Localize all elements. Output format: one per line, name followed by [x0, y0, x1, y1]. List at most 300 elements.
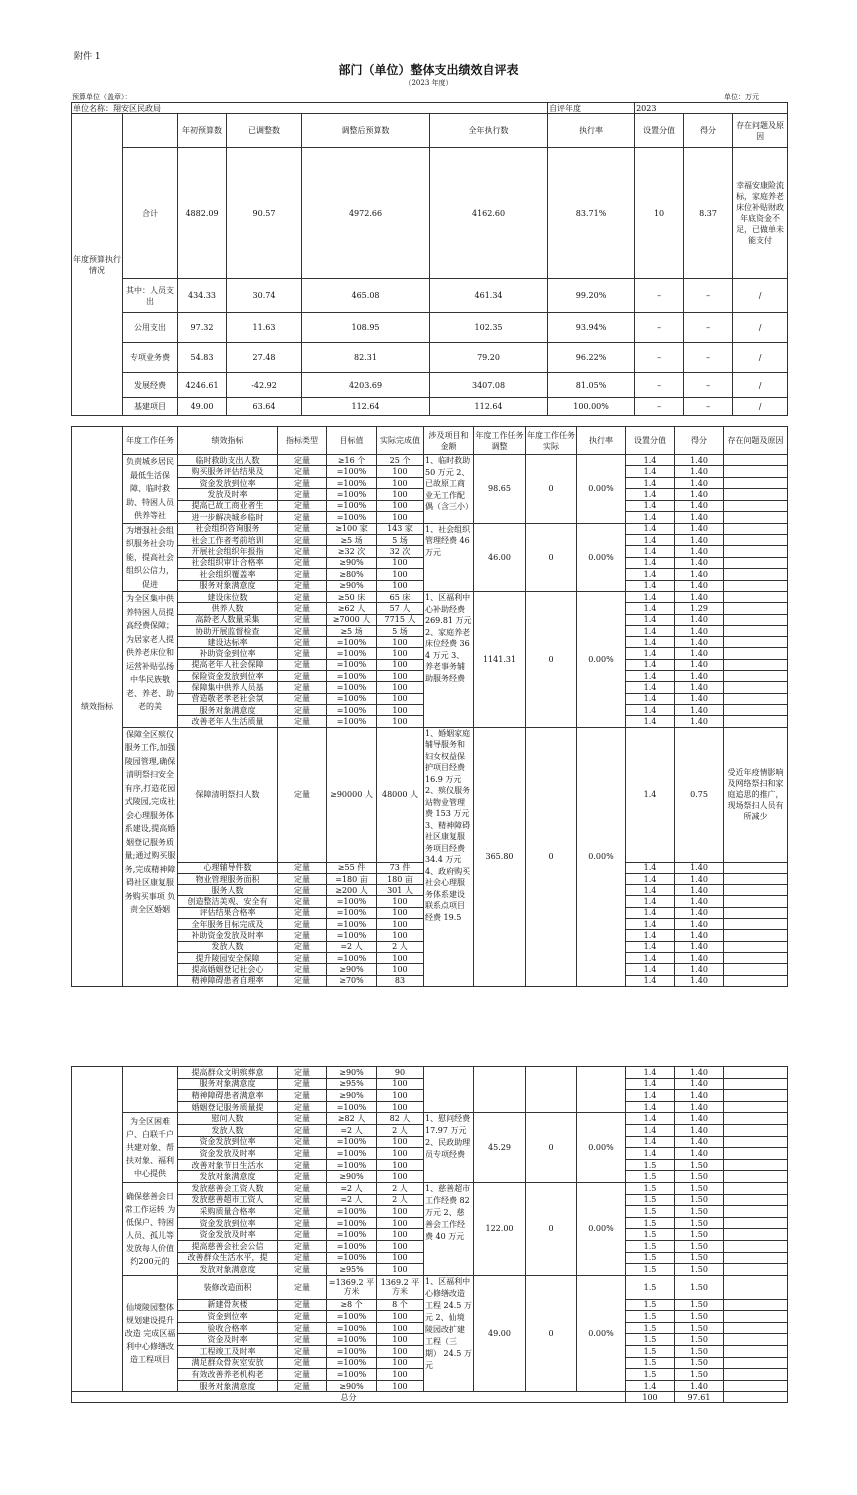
problem-reason [724, 1380, 788, 1392]
actual-value: 100 [377, 1090, 424, 1102]
problem-reason [724, 671, 788, 682]
problem-reason [724, 941, 788, 952]
actual-value: 100 [377, 512, 424, 523]
problem-reason [724, 466, 788, 477]
indicator-name: 建设床位数 [178, 592, 278, 603]
target-value: ≥90% [327, 964, 377, 975]
perf-header: 涉及项目和金额 [424, 427, 474, 455]
score-set: 1.4 [626, 1380, 675, 1392]
perf-header: 年度工作任务调整 [474, 427, 526, 455]
budget-value: 465.08 [302, 279, 430, 313]
budget-value: 112.64 [430, 398, 548, 416]
score-set: 1.5 [626, 1194, 675, 1206]
target-value: =100% [327, 896, 377, 907]
actual-value: 100 [377, 1206, 424, 1218]
score-set: 1.4 [626, 1148, 675, 1160]
score-set: 1.4 [626, 648, 675, 659]
indicator-name: 发放人数 [178, 1124, 278, 1136]
indicator-name: 服务对象满意度 [178, 704, 278, 715]
problem-reason [724, 907, 788, 918]
indicator-type: 定量 [278, 1252, 327, 1264]
indicator-name: 保障集中供养人员基 [178, 682, 278, 693]
indicator-type: 定量 [278, 569, 327, 580]
indicator-name: 协助开展监督检查 [178, 625, 278, 636]
problem-reason [724, 1136, 788, 1148]
score-set: 1.4 [626, 659, 675, 670]
actual-value: 100 [377, 637, 424, 648]
indicator-name: 营造敬老孝老社会氛 [178, 693, 278, 704]
target-value: ≥16 个 [327, 455, 377, 466]
target-value: =100% [327, 930, 377, 941]
target-value: =100% [327, 1206, 377, 1218]
indicator-name: 提高已故工商业者生 [178, 500, 278, 511]
execution-rate: 0.00% [577, 592, 626, 728]
indicator-type: 定量 [278, 682, 327, 693]
score-got: 1.40 [675, 1090, 724, 1102]
score-got: 1.40 [675, 952, 724, 963]
indicator-row [72, 1182, 788, 1194]
perf-header: 年度工作任务实际 [526, 427, 577, 455]
task-actual: 0 [526, 455, 577, 524]
score-set: 1.5 [626, 1311, 675, 1323]
score-set: 1.5 [626, 1171, 675, 1183]
score-set: 1.4 [626, 862, 675, 873]
target-value: =100% [327, 648, 377, 659]
actual-value: 100 [377, 952, 424, 963]
problem-reason [724, 1101, 788, 1113]
perf-header: 指标类型 [278, 427, 327, 455]
task-cell: 为全区集中供养特困人员提高经费保障；为居家老人提供养老床位和运营补贴弘扬中华民族敬老、养老、助老的美 [123, 592, 178, 728]
score-set: 1.4 [626, 557, 675, 568]
task-actual: 0 [526, 1113, 577, 1183]
problem-reason [724, 477, 788, 488]
indicator-name: 提高慈善会社会公信 [178, 1240, 278, 1252]
score-got: 1.50 [675, 1322, 724, 1334]
indicator-type: 定量 [278, 873, 327, 884]
score-got: 1.40 [675, 569, 724, 580]
target-value: ≥8 个 [327, 1299, 377, 1311]
actual-value: 2 人 [377, 1182, 424, 1194]
problem-reason [724, 1182, 788, 1194]
score-set: 1.5 [626, 1275, 675, 1299]
score-got: 1.50 [675, 1275, 724, 1299]
score-got: 1.50 [675, 1264, 724, 1276]
target-value: ≥82 人 [327, 1113, 377, 1125]
perf-section-label: 绩效指标 [72, 427, 123, 987]
actual-value: 1369.2 平方米 [377, 1275, 424, 1299]
score-got: 1.40 [675, 1124, 724, 1136]
actual-value: 100 [377, 569, 424, 580]
actual-value: 90 [377, 1067, 424, 1079]
score-set: 1.4 [626, 930, 675, 941]
indicator-type: 定量 [278, 693, 327, 704]
problem-reason [724, 693, 788, 704]
problem-reason [724, 1159, 788, 1171]
budget-value: 90.57 [227, 148, 302, 279]
budget-value: / [733, 343, 788, 373]
indicator-type: 定量 [278, 1182, 327, 1194]
budget-value: / [733, 279, 788, 313]
target-value: =100% [327, 659, 377, 670]
task-cell: 确保慈善会日常工作运转 为低保户、特困人员、孤儿等发放每人价值约200元的 [123, 1182, 178, 1275]
actual-value: 5 场 [377, 625, 424, 636]
problem-reason [724, 1322, 788, 1334]
target-value: ≥90% [327, 1171, 377, 1183]
target-value: ≥32 次 [327, 546, 377, 557]
problem-reason [724, 546, 788, 557]
project-amount [424, 1067, 474, 1113]
score-got: 1.50 [675, 1252, 724, 1264]
target-value: ≥90% [327, 1380, 377, 1392]
budget-value: – [684, 398, 733, 416]
indicator-type: 定量 [278, 1380, 327, 1392]
indicator-name: 慰问人数 [178, 1113, 278, 1125]
indicator-name: 物业管理服务面积 [178, 873, 278, 884]
execution-rate: 0.00% [577, 727, 626, 986]
perf-header: 目标值 [327, 427, 377, 455]
actual-value: 100 [377, 1217, 424, 1229]
actual-value: 83 [377, 975, 424, 986]
score-got: 1.50 [675, 1206, 724, 1218]
problem-reason [724, 885, 788, 896]
score-got: 1.40 [675, 941, 724, 952]
problem-reason [724, 512, 788, 523]
score-set: 1.4 [626, 466, 675, 477]
problem-reason [724, 569, 788, 580]
indicator-type: 定量 [278, 1311, 327, 1323]
indicator-type: 定量 [278, 648, 327, 659]
actual-value: 100 [377, 1240, 424, 1252]
indicator-name: 改善对象节日生活水 [178, 1159, 278, 1171]
score-set: 1.4 [626, 546, 675, 557]
budget-header: 执行率 [548, 114, 635, 148]
indicator-row [72, 592, 788, 603]
problem-reason [724, 1217, 788, 1229]
budget-value: 11.63 [227, 313, 302, 343]
actual-value: 100 [377, 1322, 424, 1334]
indicator-type: 定量 [278, 592, 327, 603]
target-value: =100% [327, 1346, 377, 1358]
budget-section-label: 年度预算执行情况 [72, 114, 123, 416]
project-amount: 1、区福利中心修缮改造工程 24.5 万元 2、仙境陵园改扩建工程（三期） 24.5 万元 [424, 1275, 474, 1392]
problem-reason [724, 1369, 788, 1381]
actual-value: 100 [377, 930, 424, 941]
score-got: 1.40 [675, 1078, 724, 1090]
indicator-type: 定量 [278, 546, 327, 557]
score-got: 1.40 [675, 477, 724, 488]
score-set: 1.5 [626, 1299, 675, 1311]
actual-value: 2 人 [377, 1194, 424, 1206]
score-got: 1.40 [675, 523, 724, 534]
indicator-type: 定量 [278, 1078, 327, 1090]
execution-rate: 0.00% [577, 1275, 626, 1392]
perf-header: 实际完成值 [377, 427, 424, 455]
budget-row-label: 公用支出 [123, 313, 178, 343]
actual-value: 32 次 [377, 546, 424, 557]
actual-value: 100 [377, 1136, 424, 1148]
perf-header-row [72, 427, 788, 455]
indicator-name: 提高老年人社会保障 [178, 659, 278, 670]
target-value: =100% [327, 671, 377, 682]
indicator-type: 定量 [278, 1264, 327, 1276]
score-got: 1.40 [675, 975, 724, 986]
indicator-type: 定量 [278, 885, 327, 896]
execution-rate: 0.00% [577, 1182, 626, 1275]
score-got: 1.40 [675, 873, 724, 884]
actual-value: 100 [377, 500, 424, 511]
indicator-type: 定量 [278, 1067, 327, 1079]
actual-value: 5 场 [377, 534, 424, 545]
budget-value: 82.31 [302, 343, 430, 373]
indicator-name: 发放人数 [178, 941, 278, 952]
score-set: 1.5 [626, 1206, 675, 1218]
score-got: 1.40 [675, 964, 724, 975]
indicator-type: 定量 [278, 1124, 327, 1136]
indicator-name: 提高群众文明殡葬意 [178, 1067, 278, 1079]
budget-header: 年初预算数 [178, 114, 227, 148]
target-value: =100% [327, 500, 377, 511]
actual-value: 100 [377, 1252, 424, 1264]
score-got: 1.50 [675, 1334, 724, 1346]
score-set: 1.5 [626, 1182, 675, 1194]
indicator-type: 定量 [278, 1275, 327, 1299]
score-set: 1.4 [626, 716, 675, 727]
indicator-name: 购买服务评估结果及 [178, 466, 278, 477]
target-value: =100% [327, 952, 377, 963]
perf-section-spacer [72, 1067, 123, 1392]
score-set: 1.4 [626, 975, 675, 986]
actual-value: 100 [377, 682, 424, 693]
target-value: =100% [327, 1136, 377, 1148]
budget-header: 得分 [684, 114, 733, 148]
indicator-name: 全年服务目标完成及 [178, 919, 278, 930]
indicator-type: 定量 [278, 489, 327, 500]
budget-value: – [684, 373, 733, 398]
indicator-type: 定量 [278, 1299, 327, 1311]
score-got: 1.40 [675, 625, 724, 636]
score-set: 1.4 [626, 523, 675, 534]
task-actual: 0 [526, 592, 577, 728]
actual-value: 100 [377, 919, 424, 930]
budget-header: 存在问题及原因 [733, 114, 788, 148]
actual-value: 100 [377, 557, 424, 568]
actual-value: 65 床 [377, 592, 424, 603]
target-value: =100% [327, 1101, 377, 1113]
total-label: 总分 [72, 1392, 626, 1403]
task-adjust: 122.00 [474, 1182, 526, 1275]
indicator-type: 定量 [278, 614, 327, 625]
unit-info-row [72, 103, 788, 114]
budget-value: 102.35 [430, 313, 548, 343]
budget-value: 96.22% [548, 343, 635, 373]
score-got: 1.50 [675, 1182, 724, 1194]
target-value: =100% [327, 489, 377, 500]
target-value: ≥200 人 [327, 885, 377, 896]
indicator-type: 定量 [278, 1113, 327, 1125]
problem-reason [724, 592, 788, 603]
score-got: 1.40 [675, 648, 724, 659]
score-set: 1.5 [626, 1322, 675, 1334]
score-got: 1.40 [675, 1148, 724, 1160]
task-cell: 为增强社会组织服务社会功能，提高社会组织公信力，促进 [123, 523, 178, 592]
actual-value: 82 人 [377, 1113, 424, 1125]
score-got: 1.50 [675, 1217, 724, 1229]
actual-value: 8 个 [377, 1299, 424, 1311]
problem-reason [724, 930, 788, 941]
total-row [72, 1392, 788, 1403]
indicator-row [72, 523, 788, 534]
budget-value: 4162.60 [430, 148, 548, 279]
indicator-type: 定量 [278, 1346, 327, 1358]
budget-value: 10 [635, 148, 684, 279]
perf-header: 年度工作任务 [123, 427, 178, 455]
indicator-name: 资金发放及时率 [178, 1148, 278, 1160]
score-set: 1.4 [626, 1101, 675, 1113]
indicator-name: 供养人数 [178, 603, 278, 614]
problem-reason [724, 1240, 788, 1252]
budget-row-label: 其中：人员支出 [123, 279, 178, 313]
score-got: 1.29 [675, 603, 724, 614]
target-value: ≥50 床 [327, 592, 377, 603]
target-value: =100% [327, 1322, 377, 1334]
execution-rate [577, 1067, 626, 1113]
budget-value: 108.95 [302, 313, 430, 343]
indicator-name: 工程竣工及时率 [178, 1346, 278, 1358]
indicator-name: 精神障碍患者满意率 [178, 1090, 278, 1102]
target-value: =180 亩 [327, 873, 377, 884]
indicator-row [72, 455, 788, 466]
score-set: 1.4 [626, 603, 675, 614]
score-set: 1.5 [626, 1357, 675, 1369]
project-amount: 1、慈善超市工作经费 82 万元 2、慈善会工作经费 40 万元 [424, 1182, 474, 1275]
budget-value: 93.94% [548, 313, 635, 343]
score-set: 1.4 [626, 885, 675, 896]
project-amount: 1、区福利中心补助经费 269.81 万元 2、家庭养老床位经费 364 万元 3、养老事务辅助服务经费 [424, 592, 474, 728]
score-got: 1.40 [675, 896, 724, 907]
target-value: =100% [327, 1240, 377, 1252]
indicator-type: 定量 [278, 523, 327, 534]
problem-reason [724, 964, 788, 975]
target-value: ≥62 人 [327, 603, 377, 614]
actual-value: 100 [377, 477, 424, 488]
task-actual: 0 [526, 523, 577, 592]
indicator-name: 有效改善养老机构老 [178, 1369, 278, 1381]
problem-reason [724, 975, 788, 986]
indicator-name: 保障清明祭扫人数 [178, 727, 278, 862]
score-set: 1.4 [626, 693, 675, 704]
budget-value: / [733, 398, 788, 416]
total-score-set: 100 [626, 1392, 675, 1403]
budget-value: – [635, 398, 684, 416]
budget-value: 112.64 [302, 398, 430, 416]
score-got: 1.40 [675, 659, 724, 670]
indicator-name: 补助资金到位率 [178, 648, 278, 659]
indicator-name: 社会组织咨询服务 [178, 523, 278, 534]
problem-reason [724, 534, 788, 545]
problem-reason [724, 557, 788, 568]
actual-value: 100 [377, 1334, 424, 1346]
project-amount: 1、婚姻家庭辅导服务和妇女权益保护项目经费 16.9 万元 2、殡仪服务站物业管理费 153 万元 3、精神障碍社区康复服务项目经费 34.4 万元 4、政府购买社会心理服务体系建设联系点项目经费 19.5 [424, 727, 474, 986]
score-got: 1.40 [675, 592, 724, 603]
indicator-type: 定量 [278, 534, 327, 545]
indicator-type: 定量 [278, 580, 327, 591]
year-value: 2023 [635, 103, 788, 114]
indicator-type: 定量 [278, 704, 327, 715]
budget-value: 63.64 [227, 398, 302, 416]
indicator-name: 发放及时率 [178, 489, 278, 500]
indicator-type: 定量 [278, 1322, 327, 1334]
score-set: 1.4 [626, 907, 675, 918]
indicator-type: 定量 [278, 1240, 327, 1252]
indicator-row [72, 1113, 788, 1125]
score-got: 1.40 [675, 466, 724, 477]
problem-reason [724, 682, 788, 693]
indicator-type: 定量 [278, 907, 327, 918]
indicator-name: 社会组织审计合格率 [178, 557, 278, 568]
score-set: 1.4 [626, 477, 675, 488]
budget-value: 54.83 [178, 343, 227, 373]
actual-value: 143 家 [377, 523, 424, 534]
indicator-type: 定量 [278, 941, 327, 952]
problem-reason [724, 1171, 788, 1183]
score-got: 1.50 [675, 1194, 724, 1206]
indicator-name: 提升陵园安全保障 [178, 952, 278, 963]
target-value: ≥7000 人 [327, 614, 377, 625]
actual-value: 25 个 [377, 455, 424, 466]
indicator-type: 定量 [278, 1171, 327, 1183]
target-value: =100% [327, 477, 377, 488]
budget-table [71, 102, 788, 416]
score-got: 1.50 [675, 1240, 724, 1252]
problem-reason [724, 704, 788, 715]
actual-value: 100 [377, 1264, 424, 1276]
target-value: =100% [327, 1159, 377, 1171]
actual-value: 100 [377, 671, 424, 682]
problem-reason [724, 1113, 788, 1125]
target-value: =100% [327, 682, 377, 693]
indicator-name: 社会组织覆盖率 [178, 569, 278, 580]
actual-value: 57 人 [377, 603, 424, 614]
actual-value: 100 [377, 964, 424, 975]
budget-value: 100.00% [548, 398, 635, 416]
score-set: 1.5 [626, 1264, 675, 1276]
perf-header: 绩效指标 [178, 427, 278, 455]
score-got: 1.40 [675, 557, 724, 568]
indicator-name: 服务对象满意度 [178, 580, 278, 591]
indicator-type: 定量 [278, 637, 327, 648]
target-value: =100% [327, 512, 377, 523]
indicator-name: 婚姻登记服务质量提 [178, 1101, 278, 1113]
score-got: 1.40 [675, 704, 724, 715]
indicator-type: 定量 [278, 1194, 327, 1206]
budget-row [72, 398, 788, 416]
indicator-type: 定量 [278, 500, 327, 511]
score-set: 1.5 [626, 1240, 675, 1252]
indicator-type: 定量 [278, 1101, 327, 1113]
indicator-name: 服务人数 [178, 885, 278, 896]
problem-reason [724, 1275, 788, 1299]
budget-row [72, 313, 788, 343]
target-value: ≥90% [327, 1090, 377, 1102]
indicator-name: 资金及时率 [178, 1334, 278, 1346]
score-got: 1.50 [675, 1171, 724, 1183]
year-note: （2023 年度） [404, 79, 453, 87]
task-actual: 0 [526, 1275, 577, 1392]
target-value: ≥100 家 [327, 523, 377, 534]
indicator-name: 心理辅导件数 [178, 862, 278, 873]
budget-row-label: 基建项目 [123, 398, 178, 416]
indicator-name: 进一步解决城乡临时 [178, 512, 278, 523]
